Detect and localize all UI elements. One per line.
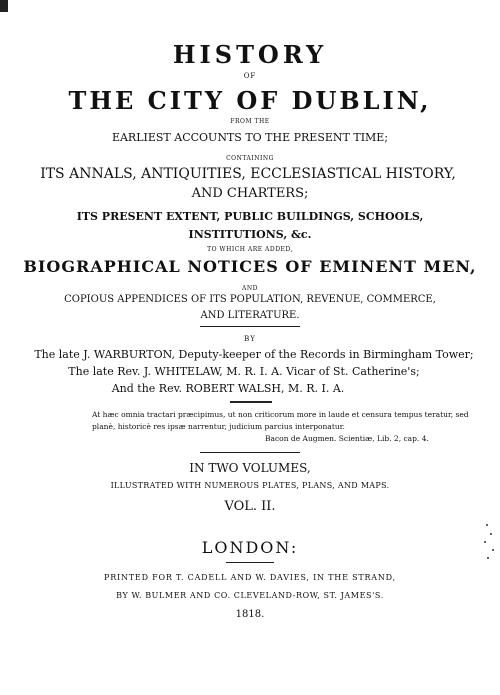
divider-rule-1 xyxy=(200,326,300,327)
author-walsh: And the Rev. ROBERT WALSH, M. R. I. A. xyxy=(111,382,345,395)
paper-speck xyxy=(484,541,486,543)
subtitle-institutions: INSTITUTIONS, &c. xyxy=(188,228,312,241)
subtitle-literature: AND LITERATURE. xyxy=(200,310,300,321)
epigraph-line-1: At hæc omnia tractari præcipimus, ut non criticorum more in laude et censura tempus teratur, sed xyxy=(92,410,469,419)
title-history: HISTORY xyxy=(172,40,328,69)
subtitle-earliest-accounts: EARLIEST ACCOUNTS TO THE PRESENT TIME; xyxy=(111,131,389,144)
epigraph-line-2: planè, historicè res ipsæ narrentur, judicium parcius interponatur. xyxy=(92,422,345,431)
imprint-bulmer: BY W. BULMER AND CO. CLEVELAND-ROW, ST. JAMES'S. xyxy=(116,591,384,600)
title-of: OF xyxy=(243,72,257,80)
imprint-year: 1818. xyxy=(235,609,265,620)
divider-rule-2 xyxy=(230,401,272,403)
subtitle-containing: CONTAINING xyxy=(226,155,274,162)
subtitle-annals: ITS ANNALS, ANTIQUITIES, ECCLESIASTICAL HISTORY, xyxy=(40,166,456,182)
volume-number: VOL. II. xyxy=(224,499,276,514)
paper-speck xyxy=(492,549,494,551)
paper-speck xyxy=(486,524,488,526)
paper-speck xyxy=(487,557,489,559)
scan-edge-mark xyxy=(0,0,8,12)
epigraph-source: Bacon de Augmen. Scientiæ, Lib. 2, cap. 4. xyxy=(265,434,429,443)
imprint-printed-for: PRINTED FOR T. CADELL AND W. DAVIES, IN THE STRAND, xyxy=(104,573,396,582)
imprint-london: LONDON: xyxy=(201,538,299,557)
paper-speck xyxy=(490,533,492,535)
by-line: BY xyxy=(244,335,256,343)
subtitle-appendices: COPIOUS APPENDICES OF ITS POPULATION, REVENUE, COMMERCE, xyxy=(64,294,436,305)
subtitle-biographical-notices: BIOGRAPHICAL NOTICES OF EMINENT MEN, xyxy=(23,257,477,276)
title-city-of-dublin: THE CITY OF DUBLIN, xyxy=(68,86,432,115)
illustrated-line: ILLUSTRATED WITH NUMEROUS PLATES, PLANS, AND MAPS. xyxy=(110,481,390,490)
subtitle-from-the: FROM THE xyxy=(230,118,270,125)
author-whitelaw: The late Rev. J. WHITELAW, M. R. I. A. Vicar of St. Catherine's; xyxy=(68,365,420,378)
subtitle-present-extent: ITS PRESENT EXTENT, PUBLIC BUILDINGS, SCHOOLS, xyxy=(76,210,424,223)
author-warburton: The late J. WARBURTON, Deputy-keeper of the Records in Birmingham Tower; xyxy=(34,348,474,361)
subtitle-charters: AND CHARTERS; xyxy=(191,186,309,201)
divider-rule-3 xyxy=(200,452,300,453)
subtitle-and: AND xyxy=(242,285,258,292)
in-two-volumes: IN TWO VOLUMES, xyxy=(189,461,311,475)
subtitle-to-which-are-added: TO WHICH ARE ADDED, xyxy=(207,246,293,253)
divider-rule-4 xyxy=(226,562,274,563)
